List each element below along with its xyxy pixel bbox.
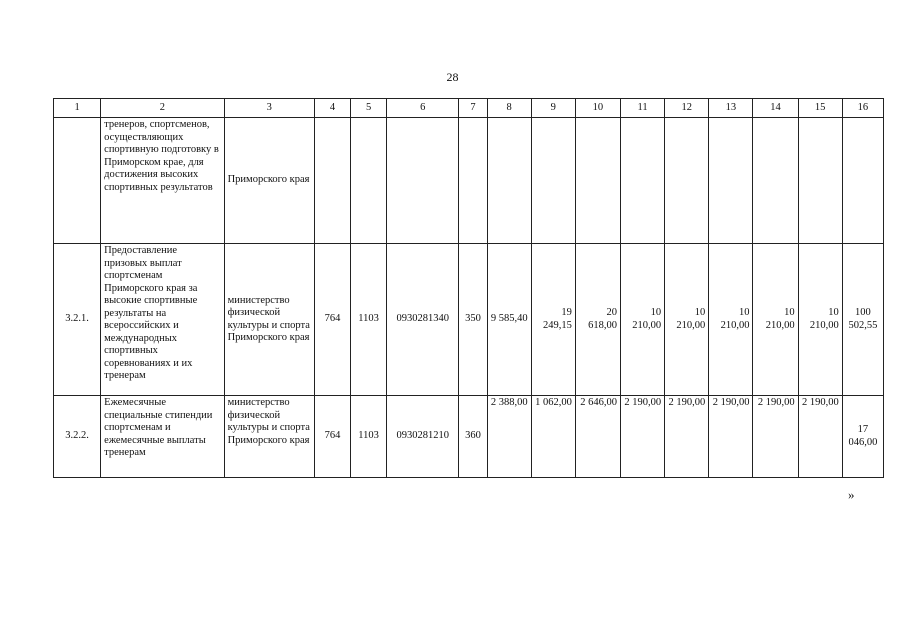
row-vr: 360 (459, 396, 487, 478)
empty-cell (620, 118, 664, 244)
empty-cell (487, 118, 531, 244)
row-rzpr: 1103 (351, 396, 387, 478)
header-cell: 5 (351, 99, 387, 118)
row-amount: 10 210,00 (620, 244, 664, 396)
row-executor: Приморского края (224, 118, 314, 244)
header-cell: 6 (387, 99, 459, 118)
header-cell: 4 (314, 99, 350, 118)
empty-cell (842, 118, 883, 244)
row-amount: 1 062,00 (531, 396, 575, 478)
header-row (54, 99, 884, 118)
empty-cell (709, 118, 753, 244)
row-rzpr: 1103 (351, 244, 387, 396)
empty-cell (753, 118, 798, 244)
header-cell: 1 (54, 99, 101, 118)
header-cell: 14 (753, 99, 798, 118)
row-executor: министерство физической культуры и спорта Приморского края (224, 396, 314, 478)
empty-cell (665, 118, 709, 244)
row-amount: 2 646,00 (575, 396, 620, 478)
row-amount: 10 210,00 (665, 244, 709, 396)
row-amount: 10 210,00 (709, 244, 753, 396)
header-cell: 9 (531, 99, 575, 118)
row-amount: 9 585,40 (487, 244, 531, 396)
row-amount: 2 190,00 (753, 396, 798, 478)
row-code: 3.2.2. (54, 396, 101, 478)
row-grbs: 764 (314, 244, 350, 396)
header-cell: 11 (620, 99, 664, 118)
row-amount: 2 190,00 (709, 396, 753, 478)
header-cell: 8 (487, 99, 531, 118)
row-amount: 2 190,00 (798, 396, 842, 478)
header-cell: 10 (575, 99, 620, 118)
empty-cell (314, 118, 350, 244)
header-cell: 7 (459, 99, 487, 118)
header-cell: 13 (709, 99, 753, 118)
row-code: 3.2.1. (54, 244, 101, 396)
empty-cell (459, 118, 487, 244)
row-description: тренеров, спортсменов, осуществляющих спортивную подготовку в Приморском крае, для достижения высоких спортивных результатов (101, 118, 224, 244)
row-amount: 2 190,00 (620, 396, 664, 478)
empty-cell (575, 118, 620, 244)
header-cell: 2 (101, 99, 224, 118)
page-number: 28 (446, 70, 459, 84)
row-code (54, 118, 101, 244)
row-amount: 10 210,00 (798, 244, 842, 396)
budget-table (53, 98, 884, 478)
row-total: 17 046,00 (842, 396, 883, 478)
empty-cell (351, 118, 387, 244)
row-description: Ежемесячные специальные стипендии спортсменам и ежемесячные выплаты тренерам (101, 396, 224, 478)
row-total: 100 502,55 (842, 244, 883, 396)
row-amount: 2 190,00 (665, 396, 709, 478)
table-row (54, 118, 884, 244)
row-vr: 350 (459, 244, 487, 396)
empty-cell (798, 118, 842, 244)
row-csr: 0930281210 (387, 396, 459, 478)
empty-cell (387, 118, 459, 244)
row-description: Предоставление призовых выплат спортсменам Приморского края за высокие спортивные результаты на всероссийских и международных спортивных соревнованиях и их тренерам (101, 244, 224, 396)
row-csr: 0930281340 (387, 244, 459, 396)
row-executor: министерство физической культуры и спорта Приморского края (224, 244, 314, 396)
empty-cell (531, 118, 575, 244)
closing-quote: » (848, 487, 855, 502)
row-amount: 19 249,15 (531, 244, 575, 396)
header-cell: 3 (224, 99, 314, 118)
header-cell: 12 (665, 99, 709, 118)
header-cell: 15 (798, 99, 842, 118)
table-row (54, 244, 884, 396)
row-grbs: 764 (314, 396, 350, 478)
header-cell: 16 (842, 99, 883, 118)
row-amount: 20 618,00 (575, 244, 620, 396)
row-amount: 10 210,00 (753, 244, 798, 396)
table-row (54, 396, 884, 478)
row-amount: 2 388,00 (487, 396, 531, 478)
